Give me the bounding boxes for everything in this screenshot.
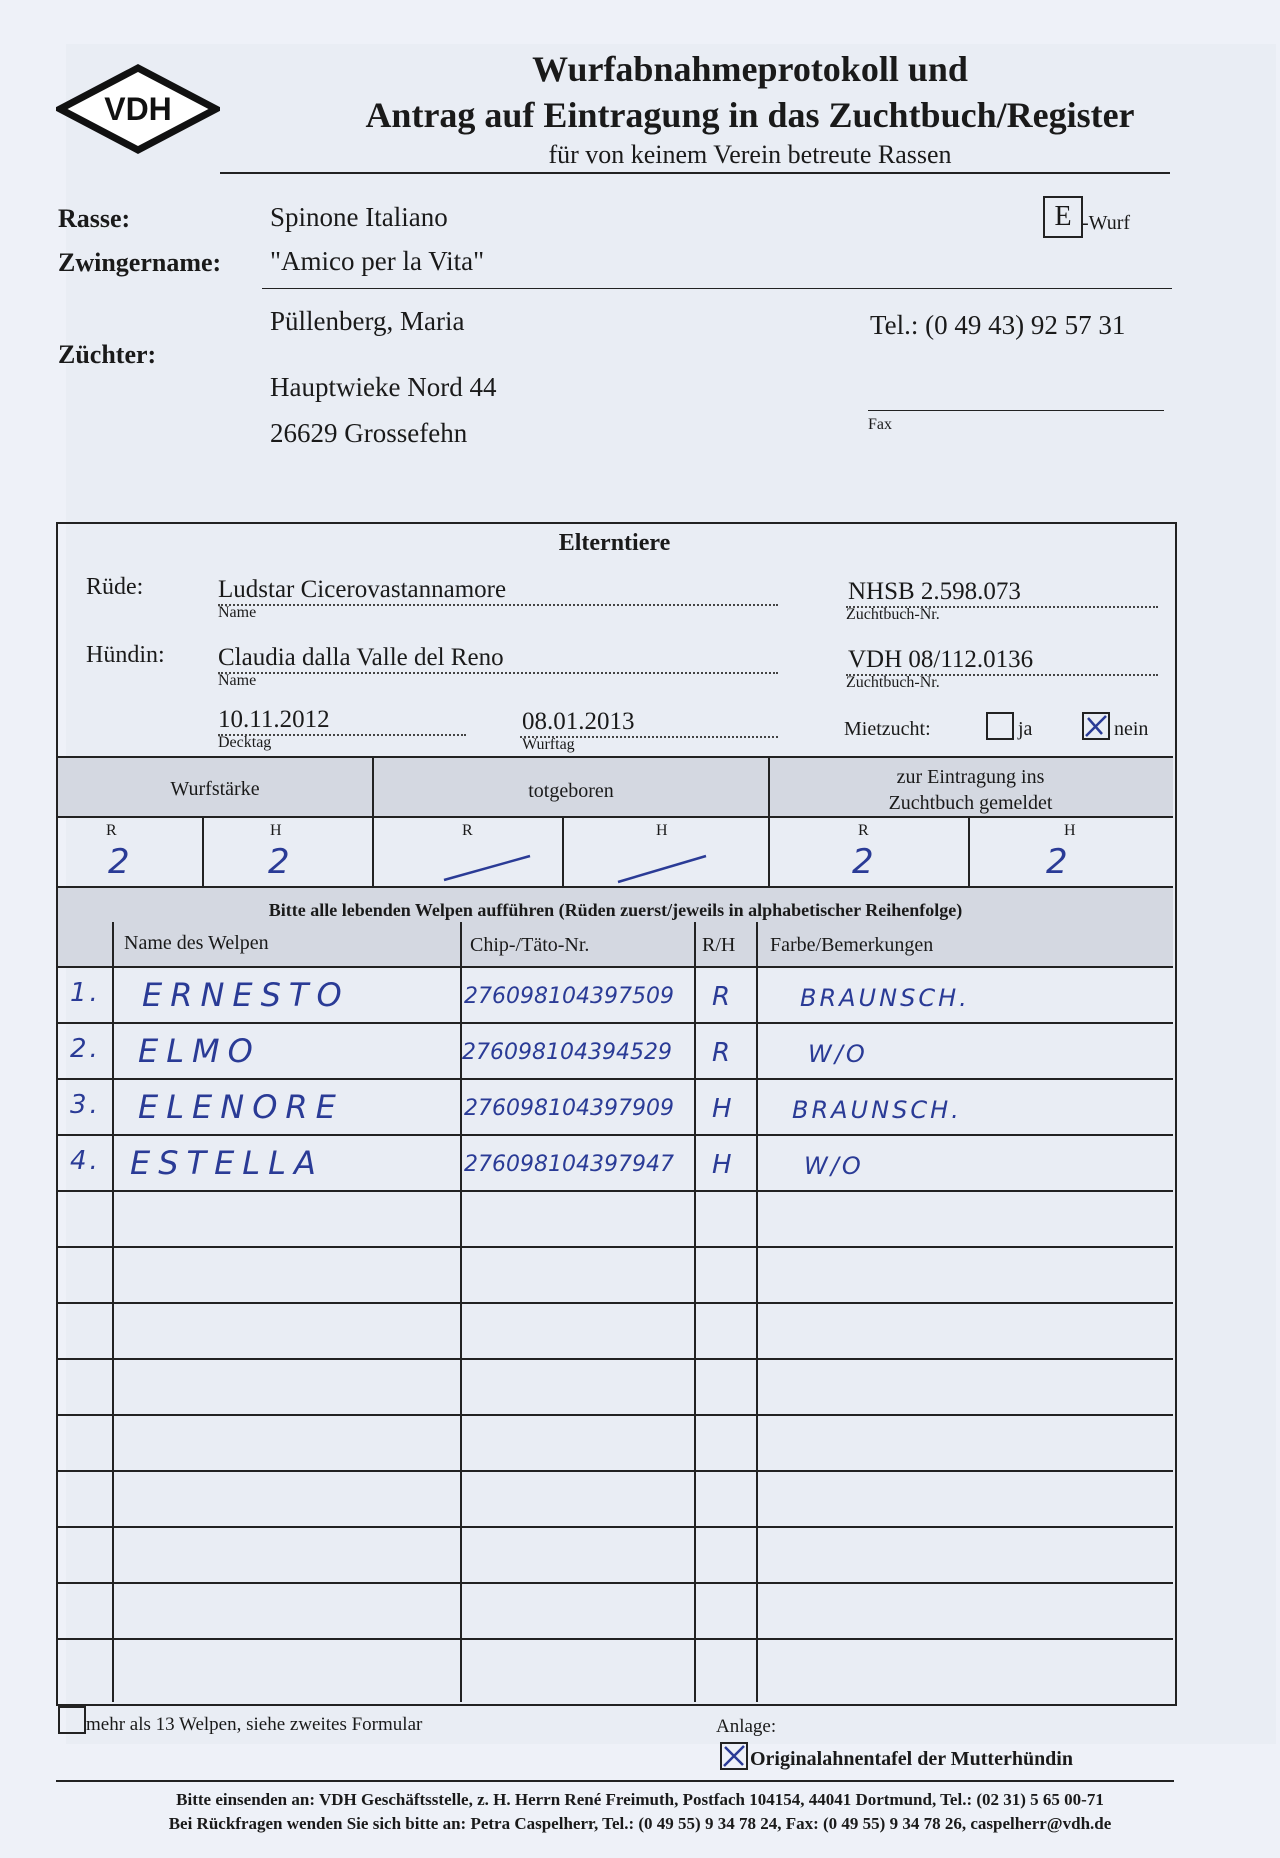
litter-mid-line [58, 816, 1173, 818]
puppy-3-notes[interactable]: BRAUNSCH. [792, 1096, 962, 1124]
stillborn-r-head: R [462, 822, 473, 839]
puppy-4-chip[interactable]: 276098104397947 [464, 1152, 674, 1177]
kennel-value[interactable]: "Amico per la Vita" [270, 246, 485, 276]
footer-rule [56, 1780, 1174, 1782]
fax-underline [868, 410, 1164, 411]
puppy-1-notes[interactable]: BRAUNSCH. [800, 984, 970, 1012]
registered-h-value[interactable]: 2 [1046, 842, 1071, 882]
puppy-2-name[interactable]: ELMO [138, 1032, 261, 1070]
grid-row-line [58, 1582, 1173, 1584]
registered-h-head: H [1064, 822, 1076, 839]
puppy-1-no: 1. [70, 978, 101, 1008]
whelp-date[interactable]: 08.01.2013 [522, 708, 635, 735]
breeder-tel[interactable]: Tel.: (0 49 43) 92 57 31 [870, 310, 1126, 340]
puppy-1-name[interactable]: ERNESTO [142, 976, 350, 1014]
whelp-caption: Wurftag [522, 736, 575, 753]
breeder-city[interactable]: 26629 Grossefehn [270, 418, 468, 448]
stillborn-h-dash[interactable] [614, 850, 714, 886]
sire-name-caption: Name [218, 604, 257, 621]
title-line-3: für von keinem Verein betreute Rassen [548, 140, 952, 169]
puppy-3-name[interactable]: ELENORE [138, 1088, 344, 1126]
sire-name-line [218, 604, 778, 606]
attachment-item: Originalahnentafel der Mutterhündin [750, 1748, 1073, 1770]
sire-studbook[interactable]: NHSB 2.598.073 [848, 578, 1021, 605]
size-r-head: R [106, 822, 117, 839]
rental-no-label: nein [1114, 718, 1149, 740]
puppy-4-sex[interactable]: H [712, 1150, 735, 1180]
grid-row-line [58, 1358, 1173, 1360]
registered-label-1: zur Eintragung ins [896, 766, 1045, 788]
col-name-header: Name des Welpen [124, 932, 269, 954]
litter-letter-box[interactable]: E [1043, 196, 1083, 238]
mating-caption: Decktag [218, 734, 272, 751]
puppy-1-sex[interactable]: R [712, 982, 734, 1012]
puppy-4-name[interactable]: ESTELLA [130, 1144, 324, 1182]
kennel-underline [262, 288, 1172, 289]
footer-line-2: Bei Rückfragen wenden Sie sich bitte an: Petra Caspelherr, Tel.: (0 49 55) 9 34 78 24, Fax: (0 49 55) 9 34 78 26, caspelherr@vdh.de [168, 1814, 1112, 1833]
puppy-4-no: 4. [70, 1146, 101, 1176]
litter-size-label: Wurfstärke [170, 778, 260, 800]
puppy-2-no: 2. [70, 1034, 101, 1064]
puppy-2-chip[interactable]: 276098104394529 [462, 1040, 672, 1065]
grid-row-line [58, 1022, 1173, 1024]
stillborn-h-head: H [656, 822, 668, 839]
dam-name-caption: Name [218, 672, 257, 689]
attachment-checkbox[interactable] [720, 1742, 748, 1770]
litter-suffix: -Wurf [1082, 212, 1131, 234]
puppy-3-chip[interactable]: 276098104397909 [464, 1096, 674, 1121]
vdh-logo [56, 64, 220, 154]
grid-row-line [58, 966, 1173, 968]
breed-value[interactable]: Spinone Italiano [270, 202, 448, 232]
rental-yes-label: ja [1018, 718, 1033, 740]
puppy-2-sex[interactable]: R [712, 1038, 734, 1068]
grid-row-line [58, 1414, 1173, 1416]
dam-studbook-caption: Zuchtbuch-Nr. [846, 674, 940, 691]
puppy-3-no: 3. [70, 1090, 101, 1120]
dam-label: Hündin: [86, 642, 165, 668]
grid-row-line [58, 1078, 1173, 1080]
sire-name[interactable]: Ludstar Cicerovastannamore [218, 576, 507, 603]
registered-r-value[interactable]: 2 [852, 842, 877, 882]
logo-text: VDH [104, 91, 172, 127]
grid-col-4 [756, 922, 758, 1702]
attachment-label: Anlage: [716, 1716, 777, 1737]
grid-row-line [58, 1134, 1173, 1136]
sire-label: Rüde: [86, 574, 144, 600]
grid-col-2 [460, 922, 462, 1702]
puppy-2-notes[interactable]: W/O [808, 1040, 868, 1068]
more-than-13-checkbox[interactable] [58, 1706, 86, 1734]
litter-divider-size [202, 816, 204, 886]
check-mark-icon [722, 1744, 746, 1768]
puppy-3-sex[interactable]: H [712, 1094, 735, 1124]
puppy-4-notes[interactable]: W/O [804, 1152, 864, 1180]
stillborn-r-dash[interactable] [440, 850, 540, 886]
grid-row-line [58, 1302, 1173, 1304]
fax-label: Fax [868, 416, 892, 433]
dam-name[interactable]: Claudia dalla Valle del Reno [218, 644, 504, 671]
puppy-1-chip[interactable]: 276098104397509 [464, 984, 674, 1009]
header-rule [220, 172, 1170, 174]
breeder-name[interactable]: Püllenberg, Maria [270, 306, 465, 336]
col-notes-header: Farbe/Bemerkungen [770, 934, 934, 956]
grid-row-line [58, 1526, 1173, 1528]
mating-date[interactable]: 10.11.2012 [218, 706, 330, 733]
registered-label-2: Zuchtbuch gemeldet [888, 792, 1053, 814]
registered-r-head: R [858, 822, 869, 839]
more-than-13-label: mehr als 13 Welpen, siehe zweites Formular [86, 1714, 423, 1735]
check-mark-icon [1084, 714, 1108, 738]
col-chip-header: Chip-/Täto-Nr. [470, 934, 590, 956]
litter-divider-stillborn [562, 816, 564, 886]
litter-top-line [58, 756, 1173, 758]
rental-no-checkbox[interactable] [1082, 712, 1110, 740]
stillborn-label: totgeboren [528, 780, 614, 802]
col-sex-header: R/H [702, 934, 736, 956]
rental-yes-checkbox[interactable] [986, 712, 1014, 740]
grid-row-line [58, 1638, 1173, 1640]
grid-row-line [58, 1190, 1173, 1192]
sire-studbook-caption: Zuchtbuch-Nr. [846, 606, 940, 623]
dam-studbook[interactable]: VDH 08/112.0136 [848, 646, 1034, 673]
size-h-value[interactable]: 2 [268, 842, 293, 882]
parents-title: Elterntiere [558, 530, 671, 556]
litter-divider-2 [768, 756, 770, 886]
rental-label: Mietzucht: [844, 718, 931, 740]
grid-row-line [58, 1470, 1173, 1472]
breeder-street[interactable]: Hauptwieke Nord 44 [270, 372, 497, 402]
title-line-1: Wurfabnahmeprotokoll und [532, 49, 968, 89]
dam-name-line [218, 672, 778, 674]
grid-col-1 [112, 922, 114, 1702]
footer-line-1: Bitte einsenden an: VDH Geschäftsstelle, z. H. Herrn René Freimuth, Postfach 104154, 44041 Dortmund, Tel.: (02 31) 5 65 00-71 [176, 1790, 1104, 1809]
breeder-label: Züchter: [58, 340, 157, 369]
litter-divider-registered [968, 816, 970, 886]
size-r-value[interactable]: 2 [108, 842, 133, 882]
size-h-head: H [270, 822, 282, 839]
kennel-label: Zwingername: [58, 248, 222, 277]
litter-divider-1 [372, 756, 374, 886]
grid-col-3 [694, 922, 696, 1702]
puppy-instruction: Bitte alle lebenden Welpen aufführen (Rüden zuerst/jeweils in alphabetischer Reihenfolge) [268, 900, 963, 920]
title-line-2: Antrag auf Eintragung in das Zuchtbuch/Register [365, 95, 1135, 135]
breed-label: Rasse: [58, 204, 131, 233]
grid-row-line [58, 1246, 1173, 1248]
